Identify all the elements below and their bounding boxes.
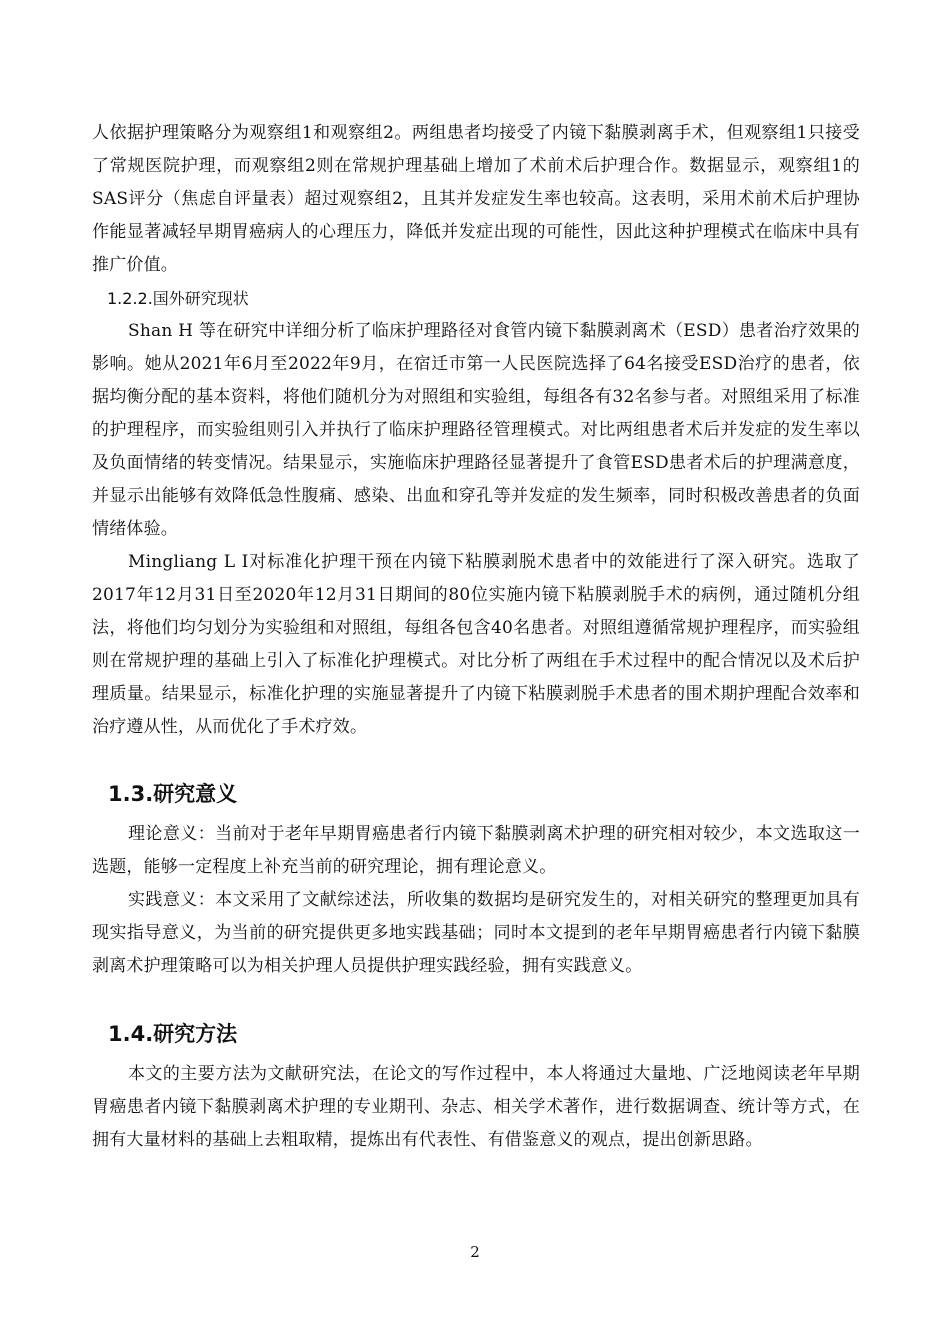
paragraph-research-method: 本文的主要方法为文献研究法，在论文的写作过程中，本人将通过大量地、广泛地阅读老年早期胃癌患者内镜下黏膜剥离术护理的专业期刊、杂志、相关学术著作，进行数据调查、统计等方式，在拥有大量材料的基础上去粗取精，提炼出有代表性、有借鉴意义的观点，提出创新思路。 — [92, 1064, 860, 1150]
paragraph-mingliang-li: Mingliang L I对标准化护理干预在内镜下粘膜剥脱术患者中的效能进行了深入研究。选取了2017年12月31日至2020年12月31日期间的80位实施内镜下粘膜剥脱手术的病例，通过随机分组法，将他们均匀划分为实验组和对照组，每组各包含40名患者。对照组遵循常规护理程序，而实验组则在常规护理的基础上引入了标准化护理模式。对比分析了两组在手术过程中的配合情况以及术后护理质量。结果显示，标准化护理的实施显著提升了内镜下粘膜剥脱手术患者的围术期护理配合效率和治疗遵从性，从而优化了手术疗效。 — [92, 552, 860, 737]
page-body — [92, 117, 860, 1157]
paragraph-shan-h: Shan H 等在研究中详细分析了临床护理路径对食管内镜下黏膜剥离术（ESD）患者治疗效果的影响。她从2021年6月至2022年9月，在宿迁市第一人民医院选择了64名接受ESD治疗的患者，依据均衡分配的基本资料，将他们随机分为对照组和实验组，每组各有32名参与者。对照组采用了标准的护理程序，而实验组则引入并执行了临床护理路径管理模式。对比两组患者术后并发症的发生率以及负面情绪的转变情况。结果显示，实施临床护理路径显著提升了食管ESD患者术后的护理满意度，并显示出能够有效降低急性腹痛、感染、出血和穿孔等并发症的发生频率，同时积极改善患者的负面情绪体验。 — [92, 321, 860, 539]
paragraph-practical-significance: 实践意义：本文采用了文献综述法，所收集的数据均是研究发生的，对相关研究的整理更加具有现实指导意义，为当前的研究提供更多地实践基础；同时本文提到的老年早期胃癌患者行内镜下黏膜剥离术护理策略可以为相关护理人员提供护理实践经验，拥有实践意义。 — [92, 890, 860, 976]
intro-paragraph: 人依据护理策略分为观察组1和观察组2。两组患者均接受了内镜下黏膜剥离手术，但观察组1只接受了常规医院护理，而观察组2则在常规护理基础上增加了术前术后护理合作。数据显示，观察组1的SAS评分（焦虑自评量表）超过观察组2，且其并发症发生率也较高。这表明，采用术前术后护理协作能显著减轻早期胃癌病人的心理压力，降低并发症出现的可能性，因此这种护理模式在临床中具有推广价值。 — [92, 123, 860, 275]
page-number: 2 — [470, 1243, 480, 1261]
paragraph-theoretical-significance: 理论意义：当前对于老年早期胃癌患者行内镜下黏膜剥离术护理的研究相对较少，本文选取这一选题，能够一定程度上补充当前的研究理论，拥有理论意义。 — [92, 824, 860, 877]
subsection-heading-1-2-2: 1.2.2.国外研究现状 — [107, 289, 249, 308]
section-heading-1-3: 1.3.研究意义 — [108, 782, 238, 806]
section-heading-1-4: 1.4.研究方法 — [108, 1022, 238, 1046]
